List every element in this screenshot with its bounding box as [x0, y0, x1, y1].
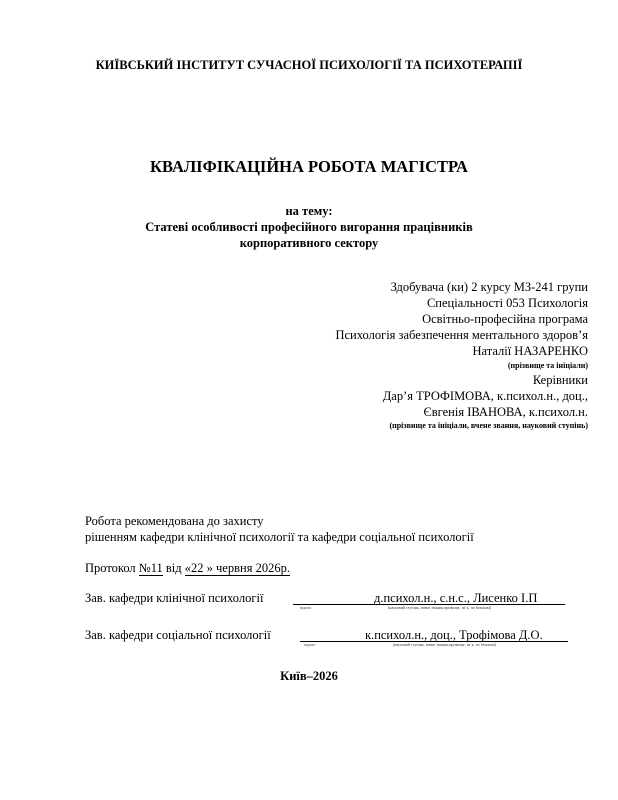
head-clinical-signature-caption: підпис	[300, 606, 312, 610]
city-year: Київ–2026	[280, 669, 338, 683]
student-specialty: Спеціальності 053 Психологія	[426, 296, 588, 310]
head-social-info-caption: (науковий ступінь, вчене звання,прізвище, ім’я, по батькові)	[393, 643, 497, 647]
head-clinical-label: Зав. кафедри клінічної психології	[85, 591, 264, 605]
head-social-name: к.психол.н., доц., Трофімова Д.О.	[365, 628, 543, 642]
recommendation-line-2: рішенням кафедри клінічної психології та кафедри соціальної психології	[85, 530, 474, 544]
protocol-from: від	[162, 561, 185, 575]
head-clinical-name: д.психол.н., с.н.с., Лисенко І.П	[374, 591, 538, 605]
topic-line-1: Статеві особливості професійного вигорання працівників	[145, 220, 473, 234]
work-title: КВАЛІФІКАЦІЙНА РОБОТА МАГІСТРА	[150, 157, 468, 176]
supervisors-caption: (прізвище та ініціали, вчене звання, науковий ступінь)	[389, 421, 588, 430]
recommendation-line-1: Робота рекомендована до захисту	[85, 514, 264, 528]
student-name-caption: (прізвище та ініціали)	[507, 361, 588, 370]
supervisor-first: Дар’я ТРОФІМОВА, к.психол.н., доц.,	[382, 389, 588, 403]
protocol-number: №11	[138, 561, 163, 575]
protocol-label: Протокол	[85, 561, 139, 575]
student-name: Наталії НАЗАРЕНКО	[472, 344, 588, 358]
student-program-name: Психологія забезпечення ментального здоров’я	[335, 328, 588, 342]
topic-line-2: корпоративного сектору	[239, 236, 379, 250]
institute-name: КИЇВСЬКИЙ ІНСТИТУТ СУЧАСНОЇ ПСИХОЛОГІЇ ТА ПСИХОТЕРАПІЇ	[95, 58, 523, 72]
supervisors-label: Керівники	[532, 373, 588, 387]
protocol-line	[85, 561, 290, 576]
supervisor-second: Євгенія ІВАНОВА, к.психол.н.	[423, 405, 588, 419]
head-social-signature-caption: підпис	[304, 643, 316, 647]
student-program-label: Освітньо-професійна програма	[422, 312, 588, 326]
student-course-group: Здобувача (ки) 2 курсу МЗ-241 групи	[390, 280, 588, 294]
head-social-label: Зав. кафедри соціальної психології	[85, 628, 271, 642]
protocol-date: «22 » червня 2026р.	[184, 561, 290, 575]
topic-label: на тему:	[285, 204, 333, 218]
head-clinical-info-caption: (науковий ступінь, вчене звання,прізвище, ім’я, по батькові)	[388, 606, 492, 610]
